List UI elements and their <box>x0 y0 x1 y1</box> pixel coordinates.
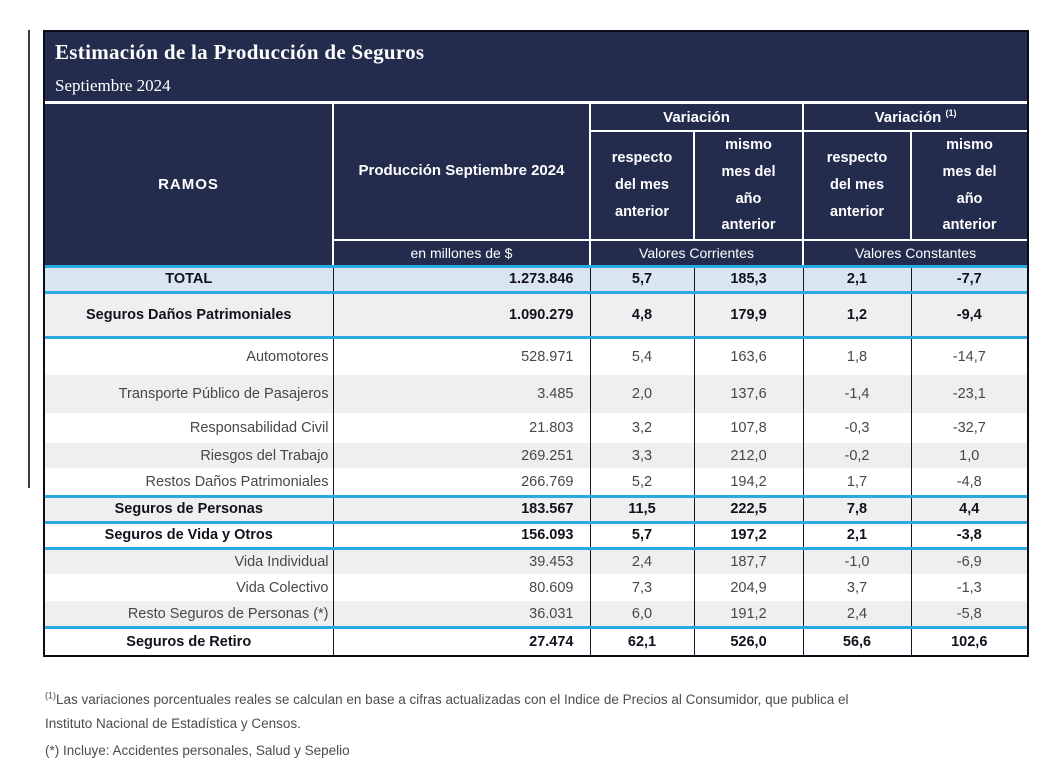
table-row <box>45 292 1027 337</box>
var-corrientes-mes-value: 7,3 <box>590 574 694 601</box>
produccion-value: 21.803 <box>333 413 590 443</box>
produccion-value: 266.769 <box>333 468 590 496</box>
ramo-name: Transporte Público de Pasajeros <box>45 375 333 413</box>
produccion-value: 156.093 <box>333 522 590 548</box>
table-body <box>45 266 1027 655</box>
var-corrientes-anio-value: 204,9 <box>694 574 803 601</box>
col-header-respecto-corrientes: respecto del mes anterior <box>590 131 694 240</box>
var-constantes-mes-value: 3,7 <box>803 574 911 601</box>
ramo-name: TOTAL <box>45 266 333 292</box>
produccion-value: 36.031 <box>333 601 590 627</box>
var-corrientes-mes-value: 3,3 <box>590 443 694 468</box>
footnote-1-marker: (1) <box>45 690 56 701</box>
ramo-name: Riesgos del Trabajo <box>45 443 333 468</box>
var-constantes-mes-value: 7,8 <box>803 496 911 522</box>
table-row <box>45 266 1027 292</box>
table-row <box>45 468 1027 496</box>
var-constantes-anio-value: 4,4 <box>911 496 1027 522</box>
var-corrientes-mes-value: 5,2 <box>590 468 694 496</box>
var-corrientes-anio-value: 107,8 <box>694 413 803 443</box>
var-constantes-mes-value: 1,2 <box>803 292 911 337</box>
var-corrientes-anio-value: 222,5 <box>694 496 803 522</box>
ramo-name: Seguros de Vida y Otros <box>45 522 333 548</box>
footnote-1-line2: Instituto Nacional de Estadística y Censos. <box>45 715 301 731</box>
production-table <box>45 104 1027 655</box>
var-corrientes-anio-value: 137,6 <box>694 375 803 413</box>
var-constantes-anio-value: -23,1 <box>911 375 1027 413</box>
var-corrientes-mes-value: 6,0 <box>590 601 694 627</box>
col-header-respecto-constantes: respecto del mes anterior <box>803 131 911 240</box>
valores-constantes-label: Valores Constantes <box>803 240 1027 266</box>
var-corrientes-mes-value: 3,2 <box>590 413 694 443</box>
ramo-name: Vida Colectivo <box>45 574 333 601</box>
footnote-ref-1: (1) <box>945 108 957 118</box>
var-constantes-anio-value: -5,8 <box>911 601 1027 627</box>
footnote-1 <box>45 688 1010 735</box>
units-label: en millones de $ <box>333 240 590 266</box>
var-corrientes-mes-value: 2,4 <box>590 548 694 574</box>
variacion-constantes-label: Variación <box>874 109 942 126</box>
valores-corrientes-label: Valores Corrientes <box>590 240 803 266</box>
col-header-produccion: Producción Septiembre 2024 <box>333 104 590 240</box>
var-constantes-mes-value: 2,1 <box>803 266 911 292</box>
var-corrientes-anio-value: 212,0 <box>694 443 803 468</box>
col-header-mismo-corrientes: mismo mes del año anterior <box>694 131 803 240</box>
col-header-mismo-constantes: mismo mes del año anterior <box>911 131 1027 240</box>
var-constantes-anio-value: -14,7 <box>911 337 1027 375</box>
footnote-1-line1: Las variaciones porcentuales reales se calculan en base a cifras actualizadas con el Indice de Precios al Consumidor, que publica el <box>56 692 849 707</box>
ramo-name: Restos Daños Patrimoniales <box>45 468 333 496</box>
insurance-production-card <box>43 30 1029 657</box>
page-title: Estimación de la Producción de Seguros <box>55 40 425 64</box>
var-constantes-anio-value: -6,9 <box>911 548 1027 574</box>
produccion-value: 1.090.279 <box>333 292 590 337</box>
var-corrientes-mes-value: 2,0 <box>590 375 694 413</box>
table-row <box>45 522 1027 548</box>
var-corrientes-mes-value: 11,5 <box>590 496 694 522</box>
var-constantes-mes-value: 2,4 <box>803 601 911 627</box>
var-constantes-anio-value: 1,0 <box>911 443 1027 468</box>
table-row <box>45 574 1027 601</box>
ramo-name: Responsabilidad Civil <box>45 413 333 443</box>
var-constantes-mes-value: -1,0 <box>803 548 911 574</box>
table-row <box>45 413 1027 443</box>
var-corrientes-anio-value: 185,3 <box>694 266 803 292</box>
table-row <box>45 496 1027 522</box>
var-corrientes-anio-value: 179,9 <box>694 292 803 337</box>
var-constantes-mes-value: 1,8 <box>803 337 911 375</box>
produccion-value: 1.273.846 <box>333 266 590 292</box>
ramo-name: Resto Seguros de Personas (*) <box>45 601 333 627</box>
var-corrientes-anio-value: 526,0 <box>694 627 803 655</box>
var-constantes-anio-value: -9,4 <box>911 292 1027 337</box>
var-corrientes-mes-value: 5,7 <box>590 522 694 548</box>
produccion-value: 80.609 <box>333 574 590 601</box>
var-constantes-mes-value: -0,2 <box>803 443 911 468</box>
table-row <box>45 337 1027 375</box>
var-constantes-mes-value: -0,3 <box>803 413 911 443</box>
var-constantes-anio-value: -4,8 <box>911 468 1027 496</box>
var-corrientes-anio-value: 191,2 <box>694 601 803 627</box>
col-header-ramos: RAMOS <box>45 104 333 266</box>
table-row <box>45 601 1027 627</box>
var-corrientes-anio-value: 197,2 <box>694 522 803 548</box>
ramo-name: Automotores <box>45 337 333 375</box>
var-constantes-anio-value: 102,6 <box>911 627 1027 655</box>
produccion-value: 3.485 <box>333 375 590 413</box>
var-corrientes-mes-value: 4,8 <box>590 292 694 337</box>
var-constantes-mes-value: 1,7 <box>803 468 911 496</box>
ramo-name: Seguros Daños Patrimoniales <box>45 292 333 337</box>
var-constantes-anio-value: -3,8 <box>911 522 1027 548</box>
table-row <box>45 627 1027 655</box>
var-constantes-mes-value: 2,1 <box>803 522 911 548</box>
var-corrientes-anio-value: 194,2 <box>694 468 803 496</box>
table-row <box>45 548 1027 574</box>
table-row <box>45 443 1027 468</box>
var-corrientes-anio-value: 187,7 <box>694 548 803 574</box>
var-corrientes-anio-value: 163,6 <box>694 337 803 375</box>
var-constantes-mes-value: -1,4 <box>803 375 911 413</box>
produccion-value: 528.971 <box>333 337 590 375</box>
footnotes <box>45 688 1010 767</box>
produccion-value: 269.251 <box>333 443 590 468</box>
var-corrientes-mes-value: 5,7 <box>590 266 694 292</box>
ramo-name: Seguros de Personas <box>45 496 333 522</box>
var-constantes-anio-value: -7,7 <box>911 266 1027 292</box>
footnote-2: (*) Incluye: Accidentes personales, Salud y Sepelio <box>45 743 350 759</box>
col-group-variacion-corrientes: Variación <box>590 104 803 131</box>
title-block <box>45 32 1027 104</box>
var-corrientes-mes-value: 5,4 <box>590 337 694 375</box>
var-constantes-mes-value: 56,6 <box>803 627 911 655</box>
table-row <box>45 375 1027 413</box>
var-constantes-anio-value: -32,7 <box>911 413 1027 443</box>
page-edge-line <box>28 30 30 488</box>
produccion-value: 39.453 <box>333 548 590 574</box>
var-constantes-anio-value: -1,3 <box>911 574 1027 601</box>
page-subtitle: Septiembre 2024 <box>55 76 171 95</box>
ramo-name: Seguros de Retiro <box>45 627 333 655</box>
produccion-value: 27.474 <box>333 627 590 655</box>
ramo-name: Vida Individual <box>45 548 333 574</box>
col-group-variacion-constantes <box>803 104 1027 131</box>
var-corrientes-mes-value: 62,1 <box>590 627 694 655</box>
produccion-value: 183.567 <box>333 496 590 522</box>
